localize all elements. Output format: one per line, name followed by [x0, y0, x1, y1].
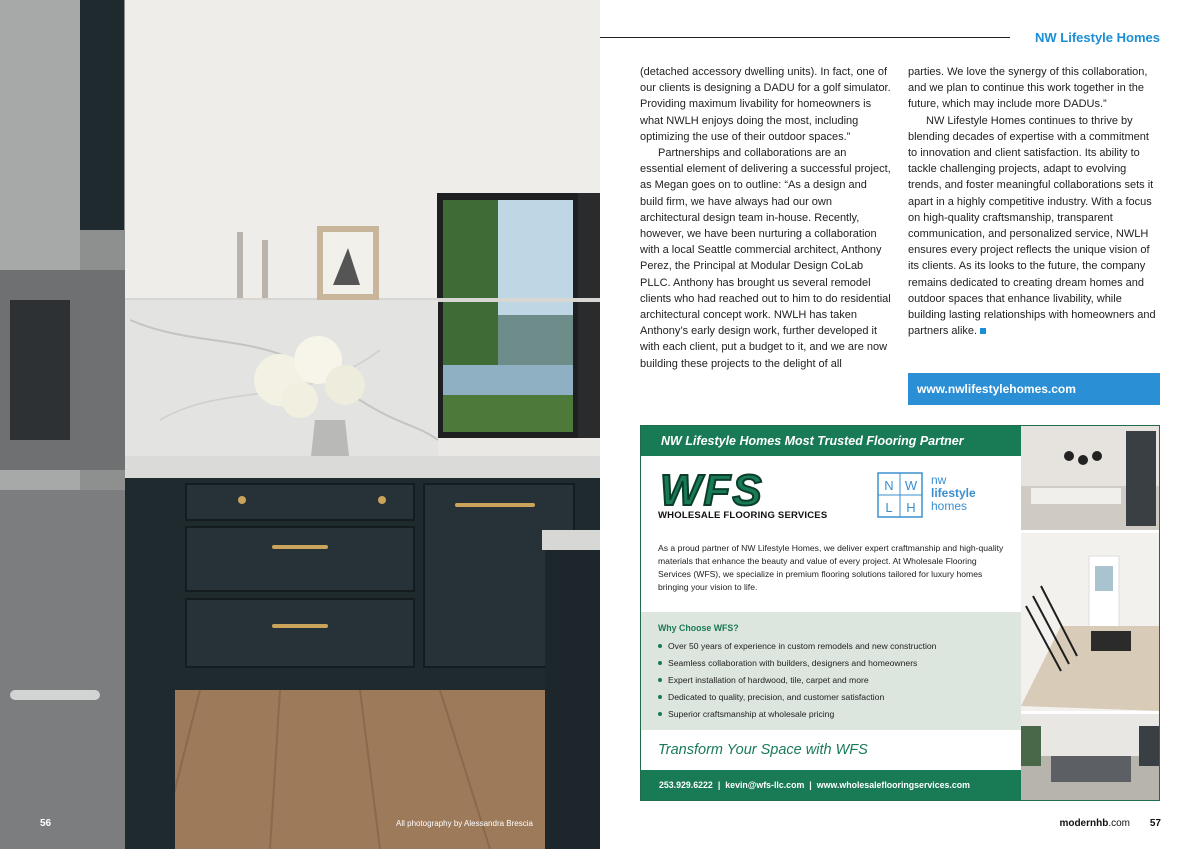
paragraph: Partnerships and collaborations are an essential element of delivering a successful project, as Megan goes on to outline: “As a design and build firm, we have always had our own architectural design team in-house. Recently, however, we have been nurturing a collaboration with a local Seattle commercial architect, Anthony Perez, the Principal at Modular Design CoLab PLLC. Anthony has brought us several remodel clients who had reached out to him to do residential architectural concept work. NWLH has taken Anthony’s early design work, further developed it with each client, put a budget to it, and we are now building these projects to the delight of all [640, 147, 891, 370]
phone-number[interactable]: 253.929.6222 [659, 780, 713, 790]
page-number-left: 56 [40, 818, 52, 829]
nwlh-letter: L [885, 500, 893, 515]
bullet-icon [658, 695, 662, 699]
why-title: Why Choose WFS? [658, 623, 739, 633]
nwlh-letter: N [884, 478, 894, 493]
wfs-subtitle: WHOLESALE FLOORING SERVICES [658, 510, 828, 521]
list-item-text: Over 50 years of experience in custom remodels and new construction [668, 641, 937, 651]
list-item [658, 706, 1004, 723]
nwlh-wordmark-homes: homes [931, 499, 968, 513]
header-title: NW Lifestyle Homes [1035, 30, 1160, 45]
ad-photos [1021, 426, 1160, 801]
paragraph: (detached accessory dwelling units). In fact, one of our clients is designing a DADU for a golf simulator. Providing maximum livability for homeowners is what NWLH enjoys doing the most, including optimizing the use of their outdoor spaces.” [640, 66, 891, 143]
list-item [658, 655, 1004, 672]
article-column-left [640, 64, 892, 372]
footer-site-tld: .com [1108, 818, 1130, 829]
footer-site [1059, 818, 1130, 829]
bullet-icon [658, 661, 662, 665]
bullet-icon [658, 644, 662, 648]
list-item-text: Superior craftsmanship at wholesale pricing [668, 709, 835, 719]
photo-credit: All photography by Alessandra Brescia [396, 819, 533, 828]
list-item [658, 638, 1004, 655]
list-item-text: Expert installation of hardwood, tile, carpet and more [668, 675, 869, 685]
website-link[interactable]: www.nwlifestylehomes.com [908, 373, 1160, 405]
paragraph: parties. We love the synergy of this collaboration, and we plan to continue this work together in the future, which may include more DADUs.” [908, 66, 1148, 111]
page-number-right: 57 [1149, 818, 1161, 829]
separator: | [809, 780, 812, 790]
list-item [658, 689, 1004, 706]
wfs-website-link[interactable]: www.wholesaleflooringservices.com [816, 780, 970, 790]
nwlh-letter: W [904, 478, 918, 493]
wfs-logo [658, 470, 838, 510]
end-mark-icon [980, 328, 986, 334]
separator: | [717, 780, 721, 790]
ad-intro: As a proud partner of NW Lifestyle Homes, we deliver expert craftmanship and high-quality materials that enhance the beauty and value of every project. At Wholesale Flooring Services (WFS), we specialize in premium flooring solutions tailored for luxury homes bringing your vision to life. [641, 532, 1021, 612]
footer-site-bold: modernhb [1059, 818, 1109, 829]
list-item [658, 672, 1004, 689]
nwlh-letter: H [906, 500, 916, 515]
why-choose-section [641, 612, 1021, 730]
ad-contact-bar [641, 770, 1021, 801]
paragraph [908, 113, 1160, 340]
email-link[interactable]: kevin@wfs-llc.com [725, 780, 805, 790]
list-item-text: Seamless collaboration with builders, designers and homeowners [668, 658, 918, 668]
nwlh-wordmark-lifestyle: lifestyle [931, 486, 976, 500]
paragraph-text: NW Lifestyle Homes continues to thrive by blending decades of expertise with a commitment to innovation and client satisfaction. Its ability to tackle challenging projects, adapt to evolving trends, and foster meaningful collaborations sets it apart in a highly competitive industry. With a focus on high-quality craftsmanship, transparent communication, and personalized service, NWLH ensures every project reflects the unique vision of its clients. As its looks to the future, the company remains dedicated to creating dream homes and outdoor spaces that enhance livability, while building lasting relationships with homeowners and partners alike. [908, 114, 1156, 338]
article-column-right [908, 64, 1160, 339]
list-item-text: Dedicated to quality, precision, and customer satisfaction [668, 692, 885, 702]
bullet-icon [658, 678, 662, 682]
header-rule [600, 37, 1010, 38]
nwlh-wordmark-nw: nw [931, 473, 947, 487]
nwlh-logo [877, 472, 923, 518]
wfs-logo-text: WFS [660, 470, 764, 510]
wfs-advertisement [640, 425, 1160, 801]
ad-photo-strip [1021, 426, 1160, 801]
bullet-icon [658, 712, 662, 716]
ad-header: NW Lifestyle Homes Most Trusted Flooring Partner [641, 426, 1021, 456]
right-page [600, 0, 1200, 849]
ad-tagline: Transform Your Space with WFS [641, 730, 1021, 770]
why-list [658, 638, 1004, 723]
